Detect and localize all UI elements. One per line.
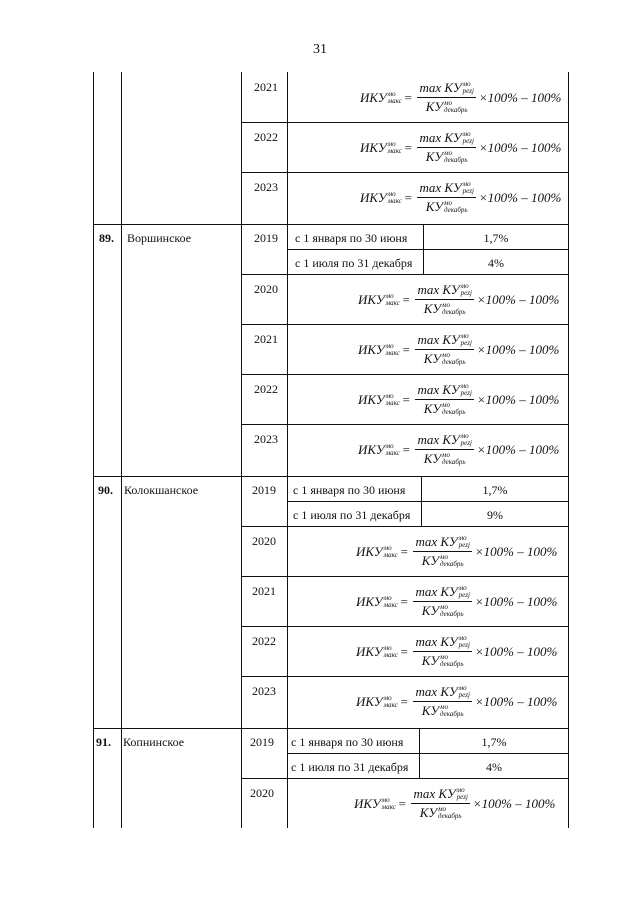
row-border bbox=[241, 374, 568, 375]
formula-fraction: max КУ мо реzj КУ мо декабрь bbox=[417, 432, 472, 466]
year-cell: 2020 bbox=[252, 534, 276, 548]
row-border bbox=[287, 249, 568, 250]
row-border bbox=[93, 476, 568, 477]
municipality-name: Колокшанское bbox=[124, 483, 199, 497]
year-cell: 2021 bbox=[254, 80, 278, 94]
municipality-name: Копнинское bbox=[123, 735, 185, 749]
formula: ИКУ мо макс = max КУ мо реzj КУ мо декабрь ×100% – 100% bbox=[354, 786, 556, 820]
rate-value: 4% bbox=[488, 256, 504, 270]
formula-lhs: ИКУ мо макс bbox=[358, 341, 400, 357]
col-border-left bbox=[93, 72, 94, 828]
formula-fraction: max КУ мо реzj КУ мо декабрь bbox=[415, 534, 470, 568]
year-cell: 2023 bbox=[252, 684, 276, 698]
formula-lhs: ИКУ мо макс bbox=[358, 291, 400, 307]
col-border-name bbox=[121, 72, 122, 828]
municipality-name: Воршинское bbox=[127, 231, 192, 245]
period-cell: с 1 января по 30 июня bbox=[293, 483, 406, 497]
year-cell: 2023 bbox=[254, 180, 278, 194]
col-border-formula bbox=[287, 72, 288, 828]
year-cell: 2023 bbox=[254, 432, 278, 446]
rate-value: 4% bbox=[486, 760, 502, 774]
period-cell: с 1 января по 30 июня bbox=[291, 735, 404, 749]
row-border bbox=[241, 172, 568, 173]
year-cell: 2022 bbox=[252, 634, 276, 648]
formula: ИКУ мо макс = max КУ мо реzj КУ мо декабрь ×100% – 100% bbox=[360, 180, 562, 214]
formula-lhs: ИКУ мо макс bbox=[358, 441, 400, 457]
formula-lhs: ИКУ мо макс bbox=[360, 89, 402, 105]
row-number: 89. bbox=[99, 231, 114, 245]
formula-lhs: ИКУ мо макс bbox=[356, 643, 398, 659]
formula: ИКУ мо макс = max КУ мо реzj КУ мо декабрь ×100% – 100% bbox=[356, 534, 558, 568]
row-border bbox=[287, 501, 568, 502]
row-border bbox=[241, 676, 568, 677]
formula-fraction: max КУ мо реzj КУ мо декабрь bbox=[417, 382, 472, 416]
page-number: 31 bbox=[313, 42, 327, 57]
formula-fraction: max КУ мо реzj КУ мо декабрь bbox=[419, 130, 474, 164]
formula-lhs: ИКУ мо макс bbox=[358, 391, 400, 407]
formula: ИКУ мо макс = max КУ мо реzj КУ мо декабрь ×100% – 100% bbox=[358, 432, 560, 466]
formula-lhs: ИКУ мо макс bbox=[354, 795, 396, 811]
formula: ИКУ мо макс = max КУ мо реzj КУ мо декабрь ×100% – 100% bbox=[360, 80, 562, 114]
period-cell: с 1 июля по 31 декабря bbox=[295, 256, 413, 270]
formula-lhs: ИКУ мо макс bbox=[356, 693, 398, 709]
year-cell: 2020 bbox=[254, 282, 278, 296]
formula: ИКУ мо макс = max КУ мо реzj КУ мо декабрь ×100% – 100% bbox=[356, 684, 558, 718]
formula-lhs: ИКУ мо макс bbox=[356, 593, 398, 609]
year-cell: 2022 bbox=[254, 382, 278, 396]
formula-fraction: max КУ мо реzj КУ мо декабрь bbox=[415, 584, 470, 618]
year-cell: 2022 bbox=[254, 130, 278, 144]
formula-fraction: max КУ мо реzj КУ мо декабрь bbox=[419, 180, 474, 214]
formula-fraction: max КУ мо реzj КУ мо декабрь bbox=[415, 634, 470, 668]
col-border-right bbox=[568, 72, 569, 828]
formula-fraction: max КУ мо реzj КУ мо декабрь bbox=[417, 282, 472, 316]
formula-fraction: max КУ мо реzj КУ мо декабрь bbox=[419, 80, 474, 114]
rate-value: 9% bbox=[487, 508, 503, 522]
formula-lhs: ИКУ мо макс bbox=[356, 543, 398, 559]
row-border bbox=[241, 274, 568, 275]
year-cell: 2021 bbox=[254, 332, 278, 346]
row-border bbox=[241, 324, 568, 325]
row-number: 90. bbox=[98, 483, 113, 497]
formula: ИКУ мо макс = max КУ мо реzj КУ мо декабрь ×100% – 100% bbox=[358, 282, 560, 316]
formula-fraction: max КУ мо реzj КУ мо декабрь bbox=[417, 332, 472, 366]
year-cell: 2019 bbox=[250, 735, 274, 749]
row-border bbox=[241, 576, 568, 577]
row-border bbox=[241, 526, 568, 527]
period-cell: с 1 июля по 31 декабря bbox=[293, 508, 411, 522]
formula-lhs: ИКУ мо макс bbox=[360, 139, 402, 155]
formula: ИКУ мо макс = max КУ мо реzj КУ мо декабрь ×100% – 100% bbox=[360, 130, 562, 164]
rate-value: 1,7% bbox=[482, 483, 508, 497]
row-number: 91. bbox=[96, 735, 111, 749]
row-border bbox=[241, 122, 568, 123]
col-border-year bbox=[241, 72, 242, 828]
period-cell: с 1 января по 30 июня bbox=[295, 231, 408, 245]
row-border bbox=[287, 753, 568, 754]
row-border bbox=[93, 224, 568, 225]
row-border bbox=[93, 728, 568, 729]
formula: ИКУ мо макс = max КУ мо реzj КУ мо декабрь ×100% – 100% bbox=[356, 584, 558, 618]
rate-value: 1,7% bbox=[483, 231, 509, 245]
rate-value: 1,7% bbox=[481, 735, 507, 749]
year-cell: 2019 bbox=[252, 483, 276, 497]
formula: ИКУ мо макс = max КУ мо реzj КУ мо декабрь ×100% – 100% bbox=[358, 332, 560, 366]
formula: ИКУ мо макс = max КУ мо реzj КУ мо декабрь ×100% – 100% bbox=[358, 382, 560, 416]
period-cell: с 1 июля по 31 декабря bbox=[291, 760, 409, 774]
formula-fraction: max КУ мо реzj КУ мо декабрь bbox=[415, 684, 470, 718]
row-border bbox=[241, 424, 568, 425]
row-border bbox=[241, 778, 568, 779]
row-border bbox=[241, 626, 568, 627]
year-cell: 2021 bbox=[252, 584, 276, 598]
formula: ИКУ мо макс = max КУ мо реzj КУ мо декабрь ×100% – 100% bbox=[356, 634, 558, 668]
formula-lhs: ИКУ мо макс bbox=[360, 189, 402, 205]
year-cell: 2020 bbox=[250, 786, 274, 800]
formula-fraction: max КУ мо реzj КУ мо декабрь bbox=[413, 786, 468, 820]
year-cell: 2019 bbox=[254, 231, 278, 245]
